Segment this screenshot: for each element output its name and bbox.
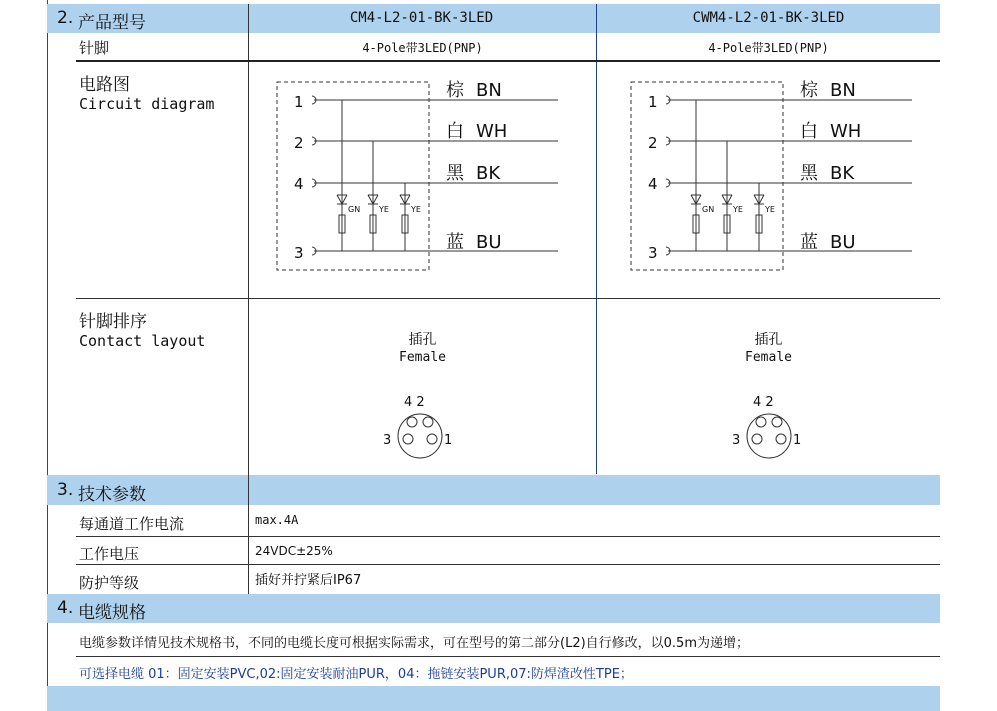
pin-number-2: 2 — [294, 134, 304, 152]
connector-face-2 — [729, 392, 809, 464]
model-name-1: CM4-L2-01-BK-3LED — [349, 10, 494, 26]
section-title: 电缆规格 — [78, 603, 146, 623]
bottom-band — [47, 686, 940, 711]
contact-type-cn-2: 插孔 — [754, 332, 783, 348]
contact-type-en-1: Female — [399, 350, 446, 365]
wire-code-wh: WH — [830, 121, 862, 142]
pin-number-3: 3 — [294, 244, 304, 262]
param-label-current: 每通道工作电流 — [79, 515, 185, 533]
model-name-2: CWM4-L2-01-BK-3LED — [692, 10, 845, 26]
param-value-protection: 插好并拧紧后IP67 — [255, 573, 362, 588]
cable-options: 可选择电缆 01：固定安装PVC,02:固定安装耐油PUR，04：拖链安装PUR,07:防焊渣改性TPE； — [79, 667, 633, 682]
wire-cn-blue: 蓝 — [800, 232, 818, 253]
pin-labels-top: 4 2 — [753, 395, 774, 410]
pin-labels-top: 4 2 — [404, 395, 425, 410]
wire-code-wh: WH — [476, 121, 508, 142]
led-label-ye-1: YE — [733, 205, 743, 214]
section-title: 产品型号 — [78, 13, 146, 33]
model-column-divider — [596, 4, 597, 474]
section-number: 2. — [57, 8, 74, 28]
circuit-label-en: Circuit diagram — [79, 95, 215, 113]
section-band-cable-spec — [47, 594, 940, 623]
wire-code-bn: BN — [476, 80, 502, 101]
contact-label-cn: 针脚排序 — [79, 312, 147, 332]
label-column-divider — [248, 4, 249, 594]
section-number: 3. — [57, 480, 74, 500]
row-divider — [76, 564, 940, 565]
wire-cn-black: 黑 — [800, 163, 818, 184]
wire-code-bu: BU — [476, 232, 502, 253]
circuit-diagram-2 — [624, 70, 924, 280]
param-value-voltage: 24VDC±25% — [255, 544, 333, 558]
led-label-gn: GN — [348, 205, 361, 214]
wire-cn-brown: 棕 — [446, 80, 464, 101]
led-label-ye-2: YE — [765, 205, 775, 214]
pin-label-right: 1 — [444, 433, 453, 448]
wire-code-bk: BK — [830, 163, 855, 184]
pin-number-3: 3 — [648, 244, 658, 262]
param-value-current: max.4A — [255, 513, 299, 527]
pin-label-right: 1 — [793, 433, 802, 448]
connector-face-1 — [380, 392, 460, 464]
wire-cn-brown: 棕 — [800, 80, 818, 101]
pin-number-2: 2 — [648, 134, 658, 152]
pin-label-left: 3 — [732, 433, 741, 448]
led-label-ye-2: YE — [411, 205, 421, 214]
pin-value-2: 4-Pole带3LED(PNP) — [708, 41, 829, 55]
pin-number-1: 1 — [294, 93, 304, 111]
pin-label-left: 3 — [383, 433, 392, 448]
led-label-gn: GN — [702, 205, 715, 214]
circuit-diagram-1 — [270, 70, 570, 280]
pin-value-1: 4-Pole带3LED(PNP) — [362, 41, 483, 55]
wire-cn-white: 白 — [800, 121, 818, 142]
pin-number-1: 1 — [648, 93, 658, 111]
section-band-product-model — [47, 4, 940, 33]
led-label-ye-1: YE — [379, 205, 389, 214]
circuit-label-cn: 电路图 — [79, 75, 130, 95]
row-divider — [76, 536, 940, 537]
wire-cn-black: 黑 — [446, 163, 464, 184]
row-divider — [76, 656, 940, 657]
param-label-voltage: 工作电压 — [79, 545, 140, 563]
section-number: 4. — [57, 598, 74, 618]
wire-cn-blue: 蓝 — [446, 232, 464, 253]
section-title: 技术参数 — [78, 485, 146, 505]
contact-label-en: Contact layout — [79, 332, 206, 350]
contact-type-en-2: Female — [745, 350, 792, 365]
section-band-tech-params — [47, 475, 940, 505]
cable-note: 电缆参数详情见技术规格书，不同的电缆长度可根据实际需求，可在型号的第二部分(L2)自行修改，以0.5m为递增； — [79, 636, 749, 651]
wire-code-bk: BK — [476, 163, 501, 184]
row-divider — [76, 60, 940, 62]
pin-label: 针脚 — [79, 39, 110, 57]
tech-band-divider — [248, 475, 249, 505]
wire-code-bn: BN — [830, 80, 856, 101]
wire-cn-white: 白 — [446, 121, 464, 142]
pin-number-4: 4 — [294, 175, 304, 193]
row-divider — [76, 298, 940, 299]
wire-code-bu: BU — [830, 232, 856, 253]
param-label-protection: 防护等级 — [79, 574, 140, 592]
contact-type-cn-1: 插孔 — [408, 332, 437, 348]
pin-number-4: 4 — [648, 175, 658, 193]
